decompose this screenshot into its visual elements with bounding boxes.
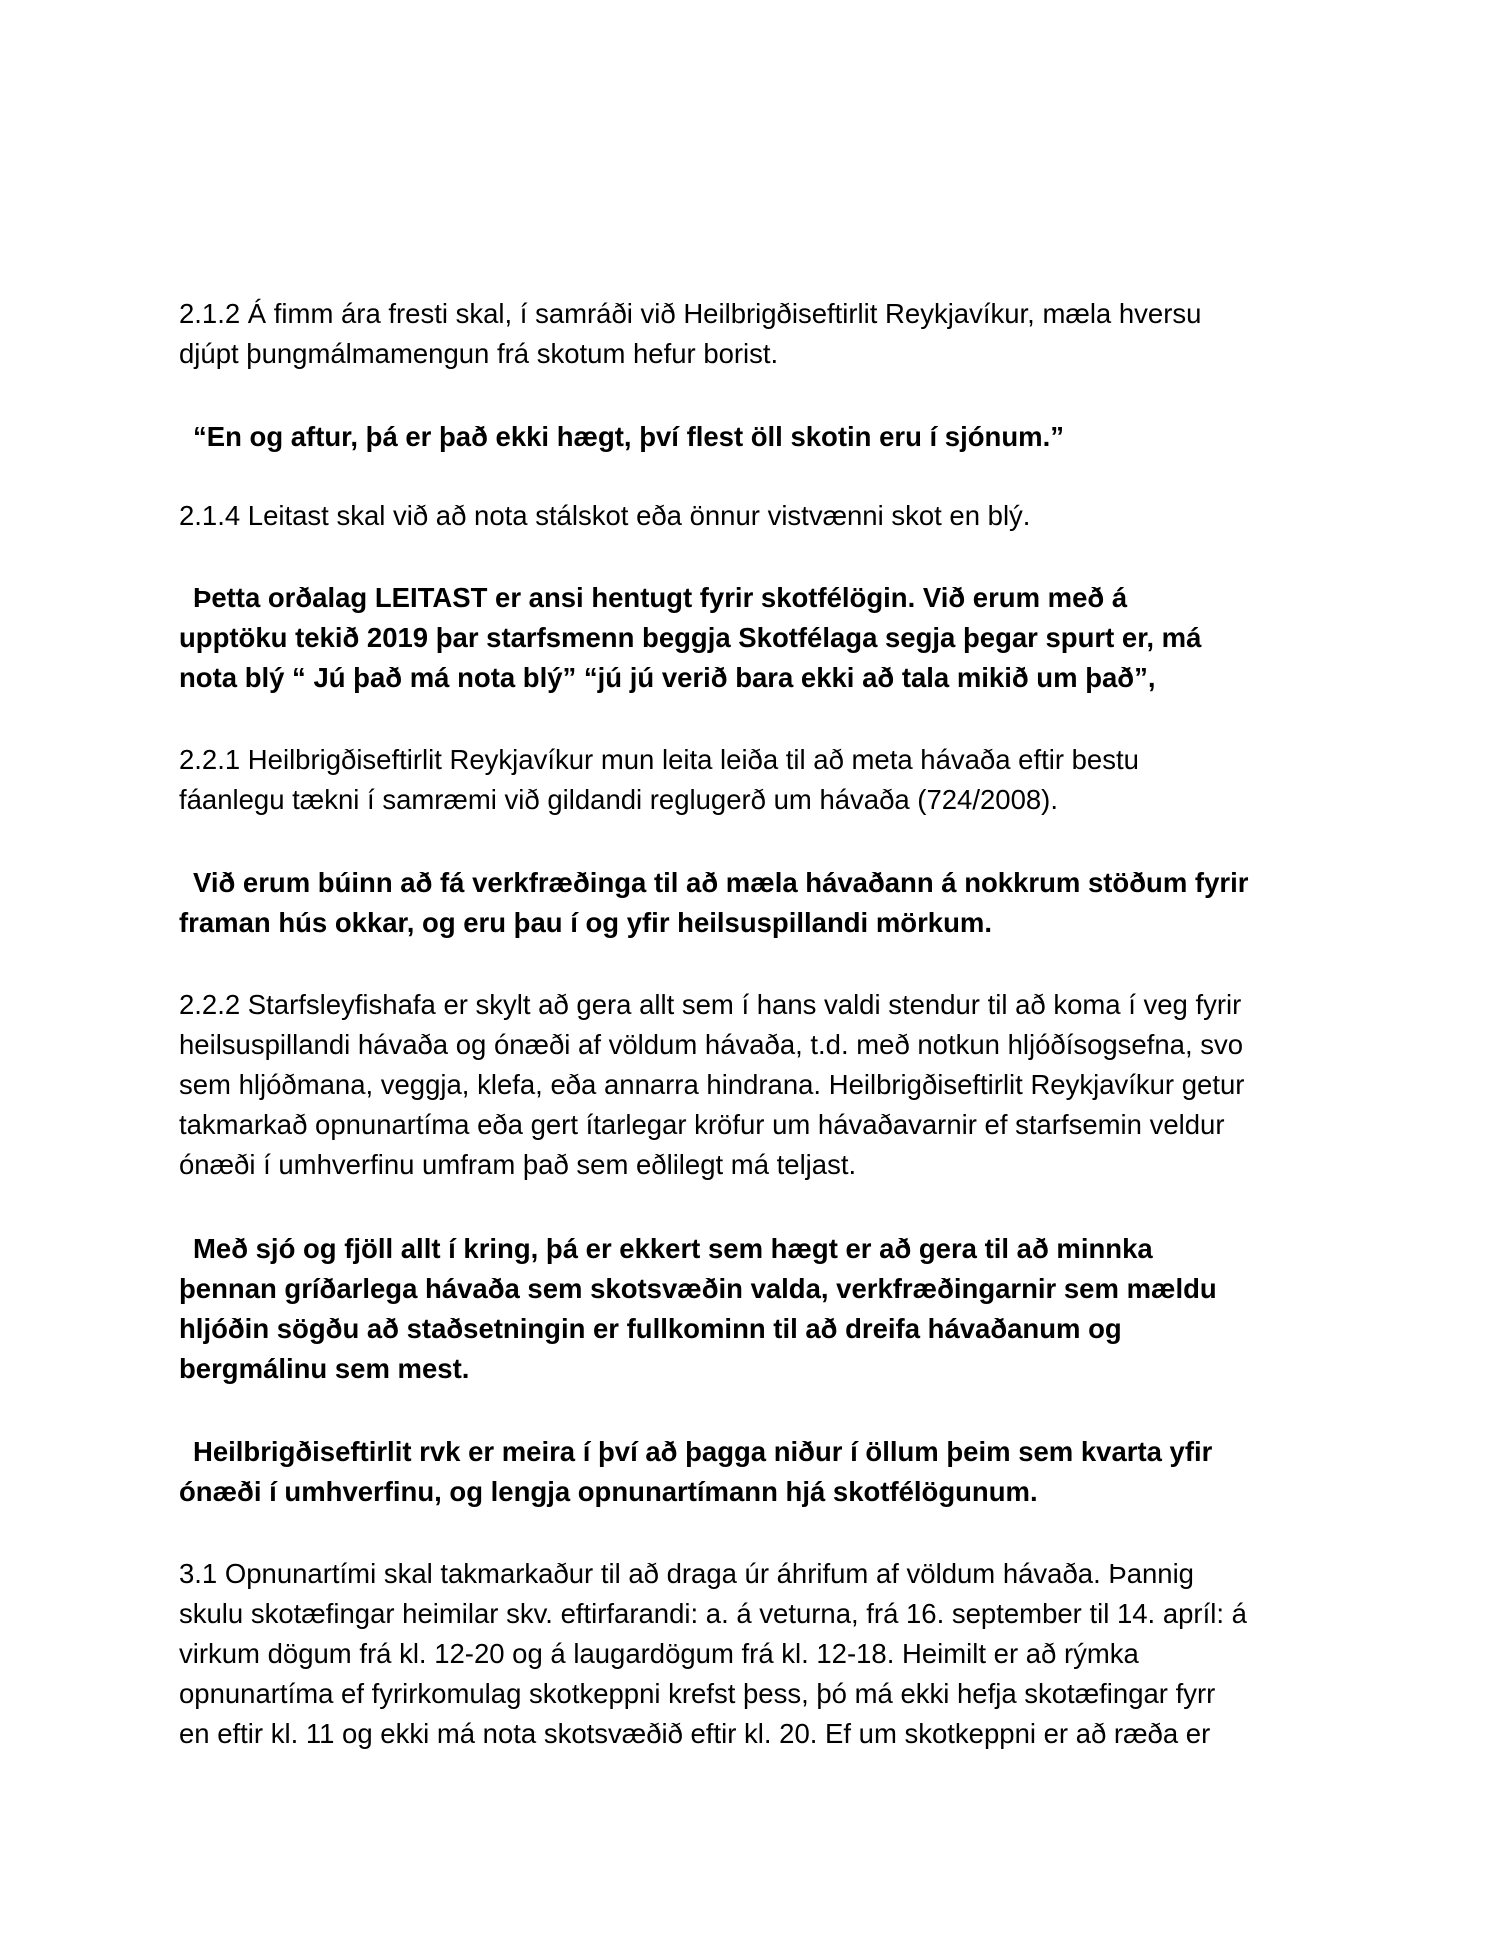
text-line: “En og aftur, þá er það ekki hægt, því flest öll skotin eru í sjónum.” (193, 421, 1064, 452)
regulation-paragraph-3-1 (179, 1554, 1329, 1754)
text-line: opnunartíma ef fyrirkomulag skotkeppni krefst þess, þó má ekki hefja skotæfingar fyrr (179, 1678, 1216, 1709)
comment-paragraph-health-authority (179, 1432, 1329, 1512)
regulation-paragraph-2-2-2 (179, 985, 1329, 1185)
text-line: virkum dögum frá kl. 12-20 og á laugardögum frá kl. 12-18. Heimilt er að rýmka (179, 1638, 1139, 1669)
text-line: framan hús okkar, og eru þau í og yfir heilsuspillandi mörkum. (179, 907, 992, 938)
text-line: heilsuspillandi hávaða og ónæði af völdum hávaða, t.d. með notkun hljóðísogsefna, svo (179, 1029, 1244, 1060)
text-line: 2.1.4 Leitast skal við að nota stálskot eða önnur vistvænni skot en blý. (179, 500, 1031, 531)
text-line: 2.1.2 Á fimm ára fresti skal, í samráði við Heilbrigðiseftirlit Reykjavíkur, mæla hversu (179, 298, 1202, 329)
text-line: skulu skotæfingar heimilar skv. eftirfarandi: a. á veturna, frá 16. september til 14. apríl: á (179, 1598, 1247, 1629)
comment-paragraph-leitast (179, 578, 1329, 698)
text-line: sem hljóðmana, veggja, klefa, eða annarra hindrana. Heilbrigðiseftirlit Reykjavíkur getur (179, 1069, 1245, 1100)
text-line: Þetta orðalag LEITAST er ansi hentugt fyrir skotfélögin. Við erum með á (193, 582, 1128, 613)
text-line: djúpt þungmálmamengun frá skotum hefur borist. (179, 338, 779, 369)
text-line: nota blý “ Jú það má nota blý” “jú jú verið bara ekki að tala mikið um það”, (179, 662, 1156, 693)
text-line: en eftir kl. 11 og ekki má nota skotsvæðið eftir kl. 20. Ef um skotkeppni er að ræða er (179, 1718, 1211, 1749)
text-line: Með sjó og fjöll allt í kring, þá er ekkert sem hægt er að gera til að minnka (193, 1233, 1153, 1264)
text-line: 3.1 Opnunartími skal takmarkaður til að draga úr áhrifum af völdum hávaða. Þannig (179, 1558, 1194, 1589)
text-line: upptöku tekið 2019 þar starfsmenn beggja Skotfélaga segja þegar spurt er, má (179, 622, 1202, 653)
comment-paragraph-engineers (179, 863, 1329, 943)
text-line: 2.2.1 Heilbrigðiseftirlit Reykjavíkur mun leita leiða til að meta hávaða eftir bestu (179, 744, 1139, 775)
text-line: Heilbrigðiseftirlit rvk er meira í því að þagga niður í öllum þeim sem kvarta yfir (193, 1436, 1213, 1467)
text-line: ónæði í umhverfinu, og lengja opnunartímann hjá skotfélögunum. (179, 1476, 1038, 1507)
text-line: Við erum búinn að fá verkfræðinga til að mæla hávaðann á nokkrum stöðum fyrir (193, 867, 1249, 898)
regulation-paragraph-2-1-2 (179, 294, 1329, 374)
text-line: fáanlegu tækni í samræmi við gildandi reglugerð um hávaða (724/2008). (179, 784, 1058, 815)
comment-paragraph-quote (179, 417, 1343, 457)
text-line: hljóðin sögðu að staðsetningin er fullkominn til að dreifa hávaðanum og (179, 1313, 1122, 1344)
text-line: bergmálinu sem mest. (179, 1353, 470, 1384)
comment-paragraph-sea-mountains (179, 1229, 1329, 1389)
text-line: þennan gríðarlega hávaða sem skotsvæðin valda, verkfræðingarnir sem mældu (179, 1273, 1217, 1304)
regulation-paragraph-2-1-4 (179, 496, 1329, 536)
text-line: takmarkað opnunartíma eða gert ítarlegar kröfur um hávaðavarnir ef starfsemin veldur (179, 1109, 1225, 1140)
text-line: ónæði í umhverfinu umfram það sem eðlilegt má teljast. (179, 1149, 857, 1180)
regulation-paragraph-2-2-1 (179, 740, 1329, 820)
text-line: 2.2.2 Starfsleyfishafa er skylt að gera allt sem í hans valdi stendur til að koma í veg fyrir (179, 989, 1242, 1020)
